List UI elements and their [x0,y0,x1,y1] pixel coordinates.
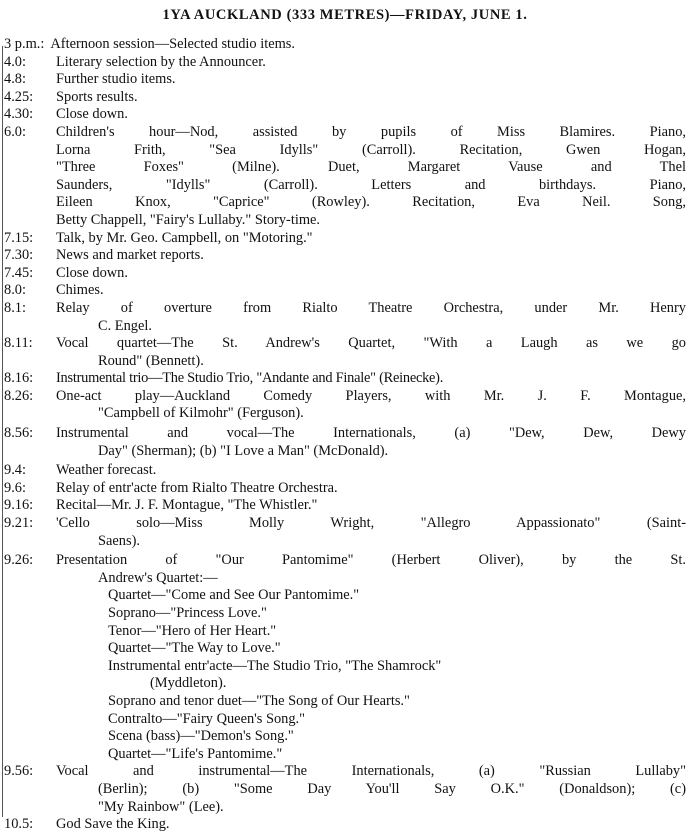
entry-text: God Save the King. [56,816,170,833]
entry-text: Relay of entr'acte from Rialto Theatre Orchestra. [56,479,338,496]
pantomime-item: Instrumental entr'acte—The Studio Trio, "The Shamrock" [108,657,442,674]
entry-time: 4.8: [4,71,26,88]
entry-text: Literary selection by the Announcer. [56,53,266,70]
programme-entry [4,370,686,388]
programme-entry [4,247,686,265]
programme-entry [4,763,686,816]
entry-text: Close down. [56,106,128,123]
programme-entry [4,388,686,423]
programme-entry [4,425,686,460]
entry-text: Instrumental trio—The Studio Trio, "Andante and Finale" (Reinecke). [56,370,444,387]
entry-text: Weather forecast. [56,462,157,479]
programme-entry [4,552,686,587]
entry-text: Relay of overture from Rialto Theatre Orchestra, under Mr. Henry C. Engel. [56,299,686,334]
programme-entry [4,282,686,300]
entry-text: News and market reports. [56,247,204,264]
entry-time: 4.30: [4,106,34,123]
pantomime-item: Scena (bass)—"Demon's Song." [108,728,294,745]
programme-entry [4,36,686,54]
pantomime-item: (Myddleton). [150,675,227,692]
programme-entry [4,124,686,230]
entry-text: Close down. [56,264,128,281]
entry-time: 4.25: [4,88,34,105]
pantomime-item: Quartet—"Life's Pantomime." [108,745,283,762]
entry-time: 9.16: [4,497,34,514]
programme-entry [4,462,686,480]
programme-entry [4,89,686,107]
programme-entry [4,480,686,498]
entry-time: 8.16: [4,370,34,387]
entry-time: 9.56: [4,763,34,780]
entry-time: 9.26: [4,552,34,569]
entry-time: 9.4: [4,462,26,479]
entry-text: Sports results. [56,88,138,105]
programme-entry [4,106,686,124]
entry-time: 8.26: [4,387,34,404]
programme-entry [4,300,686,335]
pantomime-item: Quartet—"The Way to Love." [108,640,281,657]
entry-text: Children's hour—Nod, assisted by pupils of Miss Blamires. Piano, Lorna Frith, "Sea Idylls" (Carroll). Recitation, Gwen Hogan, "Three Foxes" (Milne). Duet, Margaret Vause and Thel Saunders, "Idylls" (Carroll). Letters and birthdays. Piano, Eileen Knox, "Caprice" (Rowley). Recitation, Eva Neil. Song, Betty Chappell, "Fairy's Lullaby." Story-time. [56,123,686,228]
entry-time: 6.0: [4,123,26,140]
entry-time: 10.5: [4,816,34,833]
programme-entry [4,335,686,370]
programme-entry [4,230,686,248]
entry-text: Vocal quartet—The St. Andrew's Quartet, "With a Laugh as we go Round" (Bennett). [56,335,686,369]
entry-text: Instrumental and vocal—The Internationals, (a) "Dew, Dew, Dewy Day" (Sherman); (b) "I Love a Man" (McDonald). [56,425,686,459]
entry-text: 'Cello solo—Miss Molly Wright, "Allegro Appassionato" (Saint- Saens). [56,515,686,549]
entry-time: 8.1: [4,299,26,316]
entry-time: 4.0: [4,53,26,70]
entry-text: Chimes. [56,282,104,299]
pantomime-item: Quartet—"Come and See Our Pantomime." [108,587,360,604]
entry-time: 7.15: [4,229,34,246]
programme-entry [4,71,686,89]
entry-text: Talk, by Mr. Geo. Campbell, on "Motoring." [56,229,313,246]
programme-list [4,36,686,834]
entry-text: Recital—Mr. J. F. Montague, "The Whistler." [56,497,318,514]
entry-time: 7.30: [4,247,34,264]
entry-time: 8.56: [4,425,34,442]
entry-text: Vocal and instrumental—The Internationals, (a) "Russian Lullaby" (Berlin); (b) "Some Day You'll Say O.K." (Donaldson); (c) "My Rainbow" (Lee). [56,763,686,815]
entry-time: 3 p.m.: [4,36,45,52]
programme-entry [4,816,686,834]
entry-time: 7.45: [4,264,34,281]
programme-entry [4,497,686,515]
pantomime-item: Contralto—"Fairy Queen's Song." [108,710,306,727]
pantomime-list [4,587,441,763]
entry-text: Afternoon session—Selected studio items. [50,36,295,52]
pantomime-items [4,587,686,763]
programme-entry [4,54,686,72]
pantomime-item: Tenor—"Hero of Her Heart." [108,622,277,639]
entry-time: 8.0: [4,282,26,299]
entry-time: 8.11: [4,335,33,352]
entry-text: Presentation of "Our Pantomime" (Herbert Oliver), by the St. Andrew's Quartet:— [56,552,686,586]
programme-entry [4,265,686,283]
entry-time: 9.6: [4,479,26,496]
station-heading: 1YA AUCKLAND (333 METRES)—FRIDAY, JUNE 1. [162,7,528,23]
entry-time: 9.21: [4,515,34,532]
entry-text: One-act play—Auckland Comedy Players, with Mr. J. F. Montague, "Campbell of Kilmohr" (Ferguson). [56,387,686,422]
column-rule [2,46,3,817]
programme-entry [4,515,686,550]
entry-text: Further studio items. [56,71,176,88]
pantomime-item: Soprano—"Princess Love." [108,605,267,621]
pantomime-item: Soprano and tenor duet—"The Song of Our Hearts." [108,692,410,709]
